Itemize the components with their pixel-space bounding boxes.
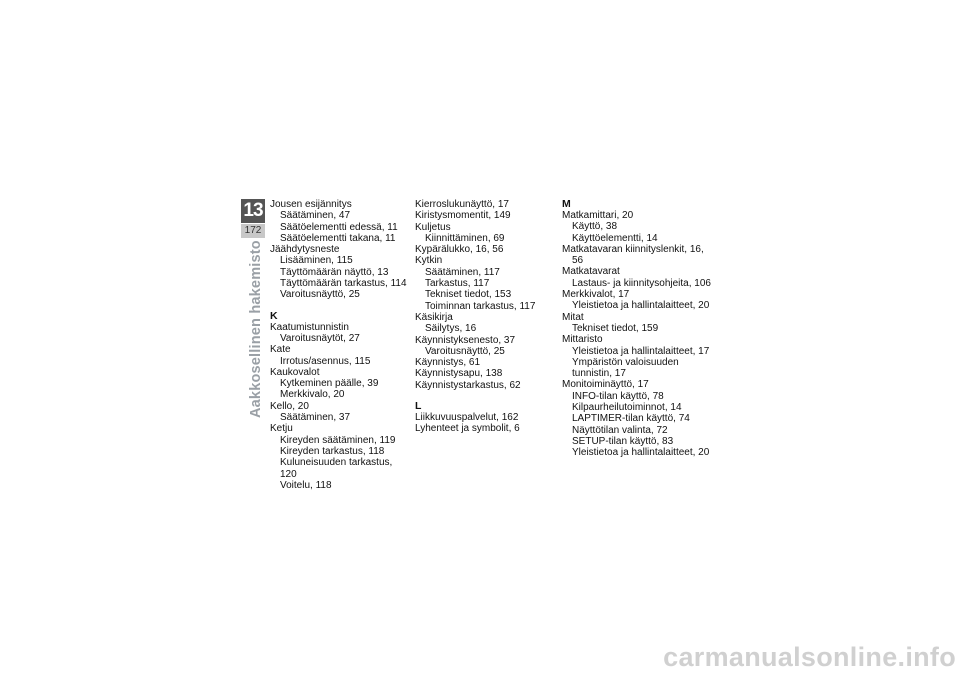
- index-subentry: Kytkeminen päälle, 39: [280, 378, 379, 390]
- index-subentry: Säätöelementti takana, 11: [280, 232, 396, 244]
- index-letter-heading: M: [562, 198, 571, 210]
- index-entry: Käynnistyksenesto, 37: [415, 334, 516, 346]
- index-entry: Kiristysmomentit, 149: [415, 210, 511, 222]
- index-subentry: Tekniset tiedot, 159: [572, 322, 659, 334]
- index-subentry: Lisääminen, 115: [280, 255, 353, 267]
- index-subentry: Voitelu, 118: [280, 479, 332, 491]
- index-entry: Jousen esijännitys: [270, 199, 352, 210]
- index-subentry: Toiminnan tarkastus, 117: [425, 300, 536, 312]
- chapter-number-tab: 13: [241, 199, 265, 223]
- index-subentry: Säilytys, 16: [425, 323, 477, 335]
- index-subentry: Tarkastus, 117: [425, 278, 490, 290]
- index-entry: Monitoiminäyttö, 17: [562, 379, 649, 391]
- index-subentry: Ympäristön valoisuuden: [572, 356, 679, 368]
- index-subentry: Täyttömäärän näyttö, 13: [280, 266, 389, 278]
- index-entry: Jäähdytysneste: [270, 244, 340, 256]
- index-entry: Kaatumistunnistin: [270, 321, 349, 333]
- index-letter-heading: K: [270, 309, 278, 322]
- index-entry: Liikkuvuuspalvelut, 162: [415, 412, 519, 424]
- index-entry: Matkatavarat: [562, 266, 620, 278]
- index-subentry: tunnistin, 17: [572, 368, 626, 380]
- index-entry: Lyhenteet ja symbolit, 6: [415, 423, 520, 435]
- index-entry: Kytkin: [415, 255, 443, 267]
- index-entry: Käsikirja: [415, 311, 453, 323]
- index-subentry: Irrotus/asennus, 115: [280, 355, 371, 367]
- index-entry: Kierroslukunäyttö, 17: [415, 199, 509, 210]
- index-entry: Käynnistysapu, 138: [415, 368, 503, 380]
- index-letter-heading: L: [415, 400, 422, 413]
- index-subentry: Kilpaurheilutoiminnot, 14: [572, 402, 682, 414]
- index-entry: Matkatavaran kiinnityslenkit, 16,: [562, 243, 704, 255]
- index-subentry: INFO-tilan käyttö, 78: [572, 390, 664, 402]
- index-subentry: Yleistietoa ja hallintalaitteet, 17: [572, 345, 710, 357]
- index-subentry: Varoitusnäyttö, 25: [425, 345, 505, 357]
- index-subentry: Kireyden tarkastus, 118: [280, 445, 385, 457]
- index-subentry: Tekniset tiedot, 153: [425, 289, 512, 301]
- index-entry: Kuljetus: [415, 221, 451, 233]
- index-entry: Käynnistys, 61: [415, 357, 481, 369]
- index-subentry: Säätäminen, 117: [425, 266, 500, 278]
- watermark: carmanualsonline.info: [663, 642, 956, 672]
- index-subentry: Käyttöelementti, 14: [572, 232, 658, 244]
- index-subentry: LAPTIMER-tilan käyttö, 74: [572, 413, 690, 425]
- index-subentry: Säätäminen, 37: [280, 412, 351, 424]
- index-entry: Kate: [270, 344, 291, 356]
- index-subentry: 56: [572, 255, 584, 267]
- index-subentry: Kiinnittäminen, 69: [425, 232, 505, 244]
- index-subentry: Merkkivalo, 20: [280, 389, 345, 401]
- page-number: 172: [241, 224, 265, 238]
- index-subentry: Näyttötilan valinta, 72: [572, 424, 668, 436]
- index-entry: Kypärälukko, 16, 56: [415, 244, 504, 256]
- index-subentry: Lastaus- ja kiinnitysohjeita, 106: [572, 277, 711, 289]
- index-entry: Kaukovalot: [270, 366, 320, 378]
- index-entry: Mitat: [562, 311, 584, 323]
- index-subentry: Yleistietoa ja hallintalaitteet, 20: [572, 447, 710, 459]
- index-subentry: Täyttömäärän tarkastus, 114: [280, 278, 407, 290]
- index-subentry: Säätöelementti edessä, 11: [280, 221, 398, 233]
- index-subentry: Varoitusnäyttö, 25: [280, 289, 360, 301]
- index-entry: Ketju: [270, 423, 293, 435]
- index-entry: Mittaristo: [562, 334, 603, 346]
- index-subentry: Käyttö, 38: [572, 221, 618, 233]
- index-subentry: Säätäminen, 47: [280, 210, 351, 222]
- index-column-2: [415, 199, 555, 435]
- index-column-3: [562, 199, 712, 459]
- index-subentry: Varoitusnäytöt, 27: [280, 332, 360, 344]
- index-subentry: SETUP-tilan käyttö, 83: [572, 435, 674, 447]
- chapter-title-vertical: Aakkosellinen hakemisto: [248, 240, 264, 418]
- index-entry: Kello, 20: [270, 400, 309, 412]
- index-entry: Käynnistystarkastus, 62: [415, 379, 521, 391]
- index-column-1: [270, 199, 410, 491]
- index-entry: Merkkivalot, 17: [562, 289, 630, 301]
- index-subentry: Kireyden säätäminen, 119: [280, 434, 396, 446]
- index-subentry: Yleistietoa ja hallintalaitteet, 20: [572, 300, 710, 312]
- index-entry: Matkamittari, 20: [562, 210, 634, 221]
- index-subentry: Kuluneisuuden tarkastus, 120: [280, 457, 393, 480]
